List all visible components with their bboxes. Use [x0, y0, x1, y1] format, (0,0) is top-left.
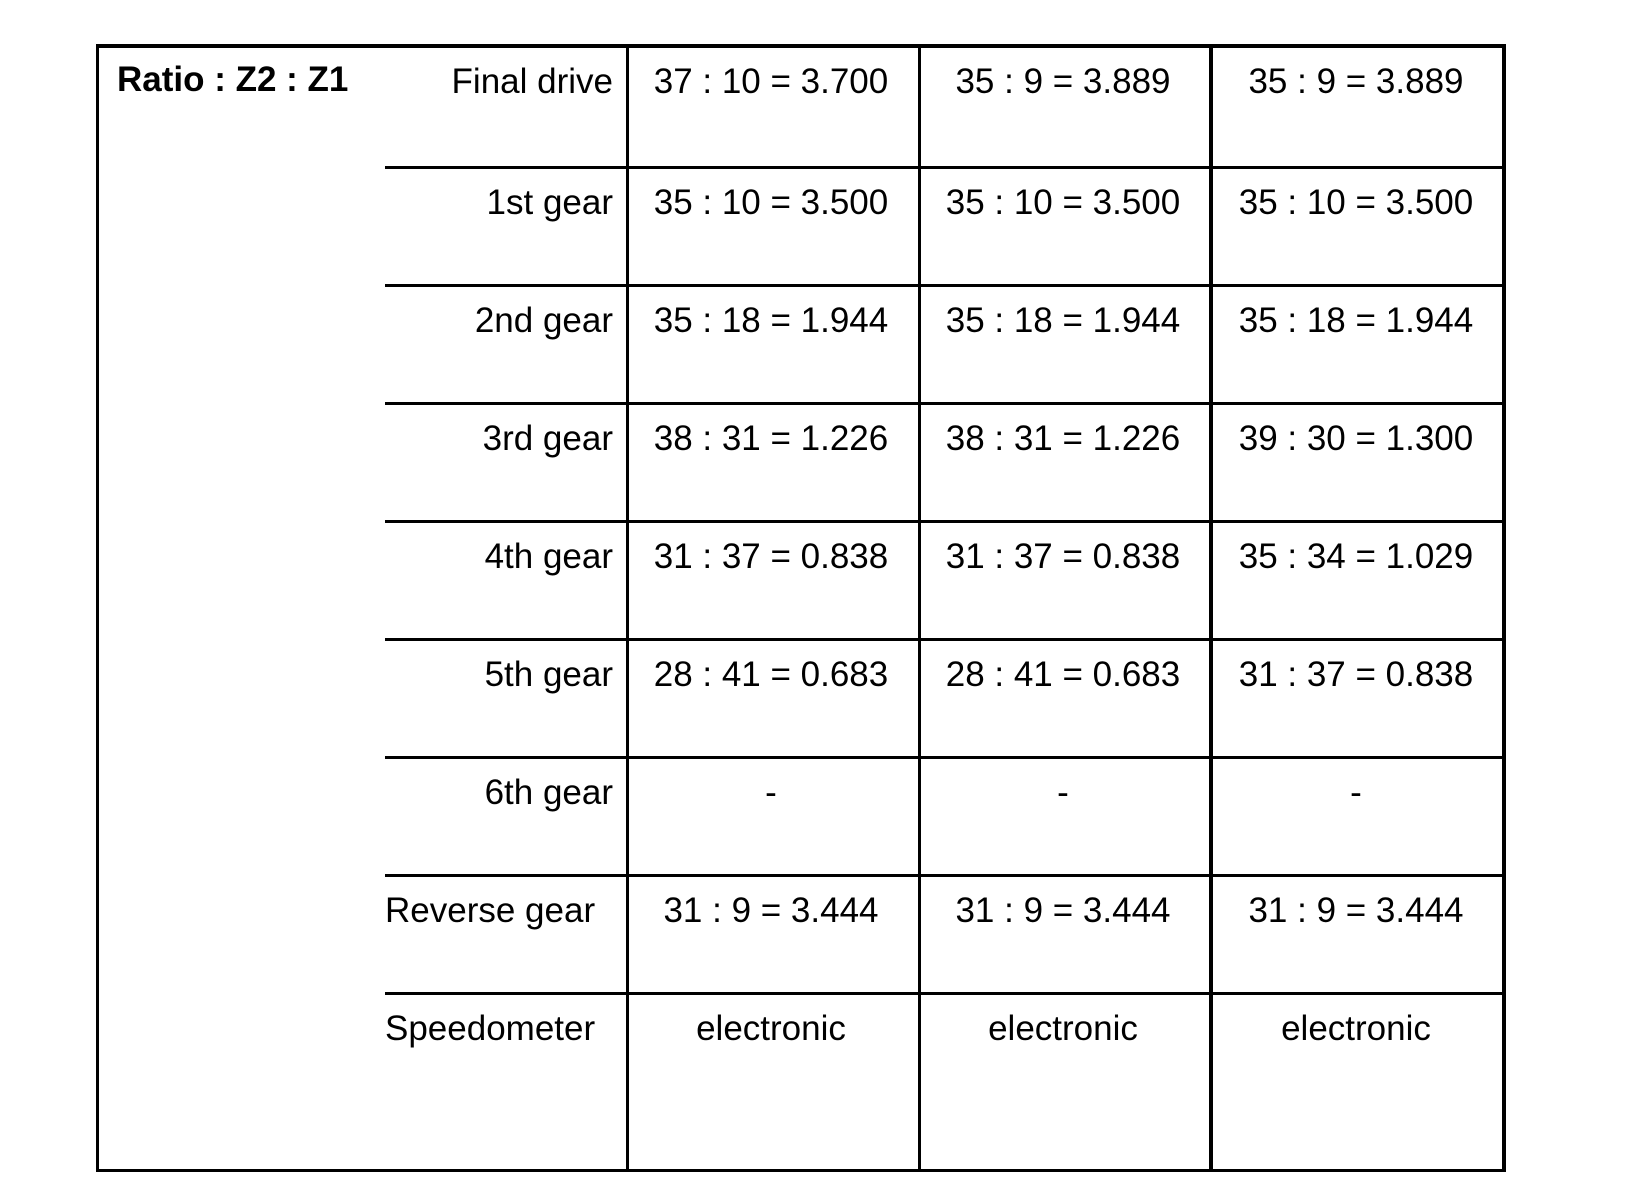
- cell-value: 28 : 41 = 0.683: [945, 655, 1181, 694]
- cell-value: -: [1350, 773, 1362, 812]
- cell-value: 37 : 10 = 3.700: [653, 62, 889, 101]
- cell-value: 35 : 9 = 3.889: [955, 62, 1171, 101]
- row-label: 3rd gear: [482, 419, 613, 458]
- row-label: Speedometer: [385, 1009, 596, 1048]
- cell-value: 31 : 9 = 3.444: [663, 891, 879, 930]
- cell-value: 31 : 37 = 0.838: [945, 537, 1181, 576]
- cell-value: 38 : 31 = 1.226: [653, 419, 889, 458]
- row-2nd-gear: [385, 284, 1502, 412]
- cell-value: 38 : 31 = 1.226: [945, 419, 1181, 458]
- row-label: 4th gear: [484, 537, 613, 576]
- row-final-drive: [385, 48, 1502, 173]
- row-speedometer: [385, 992, 1502, 1120]
- row-label: 2nd gear: [474, 301, 613, 340]
- cell-value: 31 : 37 = 0.838: [1238, 655, 1474, 694]
- cell-value: 35 : 18 = 1.944: [1238, 301, 1474, 340]
- cell-value: 31 : 9 = 3.444: [1248, 891, 1464, 930]
- cell-value: 35 : 10 = 3.500: [1238, 183, 1474, 222]
- row-label: 5th gear: [484, 655, 613, 694]
- cell-value: 35 : 34 = 1.029: [1238, 537, 1474, 576]
- row-label: Final drive: [451, 62, 613, 101]
- row-1st-gear: [385, 166, 1502, 294]
- cell-value: 35 : 9 = 3.889: [1248, 62, 1464, 101]
- row-label: 1st gear: [486, 183, 613, 222]
- cell-value: 35 : 10 = 3.500: [945, 183, 1181, 222]
- row-reverse-gear: [385, 874, 1502, 1002]
- row-6th-gear: [385, 756, 1502, 884]
- table-title: Ratio : Z2 : Z1: [117, 60, 349, 99]
- cell-value: electronic: [696, 1009, 846, 1048]
- cell-value: 31 : 9 = 3.444: [955, 891, 1171, 930]
- cell-value: 35 : 18 = 1.944: [945, 301, 1181, 340]
- cell-value: 35 : 18 = 1.944: [653, 301, 889, 340]
- cell-value: 35 : 10 = 3.500: [653, 183, 889, 222]
- cell-value: -: [765, 773, 777, 812]
- cell-value: 39 : 30 = 1.300: [1238, 419, 1474, 458]
- cell-value: 28 : 41 = 0.683: [653, 655, 889, 694]
- row-4th-gear: [385, 520, 1502, 648]
- row-label: Reverse gear: [385, 891, 596, 930]
- row-5th-gear: [385, 638, 1502, 766]
- cell-value: -: [1057, 773, 1069, 812]
- gear-ratio-table: [96, 44, 1506, 1172]
- row-3rd-gear: [385, 402, 1502, 530]
- row-label: 6th gear: [484, 773, 613, 812]
- cell-value: electronic: [988, 1009, 1138, 1048]
- cell-value: 31 : 37 = 0.838: [653, 537, 889, 576]
- cell-value: electronic: [1281, 1009, 1431, 1048]
